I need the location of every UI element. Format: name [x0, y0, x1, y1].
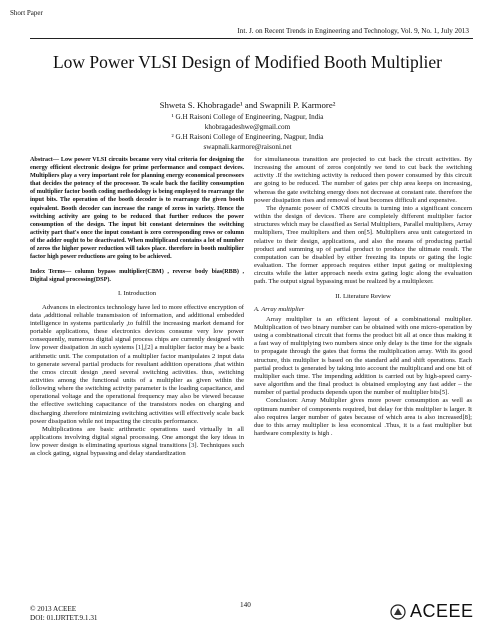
affiliation-1-institution: ¹ G.H Raisoni College of Engineering, Nagpur, India	[171, 113, 324, 121]
aceee-logo-icon	[390, 604, 406, 620]
aceee-logo-text: ACEEE	[410, 601, 474, 621]
intro-paragraph-1: Advances in electronics technology have led to more effective encryption of data ,additional reliable transmission of information, and additional embedded intelligence in systems particularly ,to fulfill the increasing market demand for portable applications, these electronics devices consume very low power consequently, numerous digital signal process chips are currently designed with low power dissipation .in such systems [1],[2] a multiplier factor may be a basic arithmetic unit. The computation of a multiplier factor manipulates 2 input data to generate several partial products for resultant addition operations ,that within the cmos circuit design ,need several switching activities. thus, switching activities among the functional units of a multiplier as given within the following where the switching activity parameter is the loading capacitance, and operational voltage and the operational frequency may also be viewed because the effective switching capacitance of the transistors nodes on charging and discharging .therefore minimizing switching activities will effectively scale back power dissipation while not impacting the circuits performance.	[30, 303, 244, 425]
copyright: © 2013 ACEEE	[30, 605, 77, 613]
left-column	[30, 156, 244, 459]
right-paragraph-1: for simultaneous transition are projected to cut back the circuit activities. By increasing the amount of zeros conjointly we tend to cut back the switching activity .If the switching activity is reduced then power consumed by this circuit are going to be reduced. The number of gates per chip area keeps on increasing, whereas the gate switching energy does not decrease at constant rate. therefore the power dissipation rises and removal of heat becomes difficult and expensive.	[254, 156, 472, 204]
array-multiplier-heading: A. Array multiplier	[254, 305, 305, 313]
array-paragraph: Array multiplier is an efficient layout of a combinational multiplier. Multiplication of two binary number can be obtained with one micro-operation by using a combinational circuit that forms the product bit all at once thus making it a fast way of multiplying two numbers since only delay is the time for the signals to propagate through the gates that forms the multiplication array. With its good structure, this multiplier is based on the standard add and shift operations. Each partial product is generated by taking into account the multiplicand and one bit of multiplier each time. The impending addition is carried out by high-speed carry-save algorithm and the final product is obtained employing any fast adder – the number of partial products depends upon the number of multiplier bits[5].	[254, 315, 472, 397]
footer-left	[30, 605, 98, 623]
intro-heading: I. Introduction	[117, 290, 157, 298]
affiliation-2-email: swapnali.karmore@raisoni.net	[203, 143, 292, 151]
doi: DOI: 01.IJRTET.9.1.31	[30, 614, 98, 622]
journal-header: Int. J. on Recent Trends in Engineering and Technology, Vol. 9, No. 1, July 2013	[237, 27, 469, 35]
page-number: 140	[240, 601, 251, 609]
index-terms: Index Terms— column bypass multiplier(CBM) , reverse body bias(RBB) , Digital signal processing(DSP).	[30, 269, 244, 284]
intro-paragraph-2: Multiplications are basic arithmetic operations used virtually in all applications involving digital signal processing. One amongst the key ideas in low power design is eliminating spurious signal transitions [3]. Techniques such as clock gating, signal bypassing and delay standardization	[30, 425, 244, 458]
aceee-logo	[390, 601, 474, 622]
short-paper-label: Short Paper	[10, 9, 43, 17]
header-rule	[30, 38, 473, 39]
abstract: Abstract— Low power VLSI circuits became very vital criteria for designing the energy efficient electronic designs for prime performance and compact devices. Multipliers play a very important role for planning energy economical processors that decides the potency of the processor. To scale back the facility consumption of multiplier factor booth coding methodology is being employed to rearrange the input bits. The operation of the booth decoder is to rearrange the given booth equivalent. Booth decoder can increase the range of zeros in variety. Hence the switching activity are going to be reduced that further reduces the power consumption of the design. The input bit constant determines the switching activity part that's once the input constant is zero corresponding rows or column of the adder ought to be deactivated. When multiplicand contains a lot of number of zeros the higher power reduction will takes place. therefore in booth multiplier factor high power reductions are going to be achieved.	[30, 157, 244, 261]
paper-title: Low Power VLSI Design of Modified Booth Multiplier	[52, 52, 443, 72]
affiliation-2	[0, 132, 495, 152]
right-paragraph-2: The dynamic power of CMOS circuits is turning into a significant concern within the design of devices. There are completely different multiplier factor structures which may be classified as Serial Multipliers, Parallel multipliers, Array multipliers, Tree multipliers and then on[5]. Multipliers area unit categorized in relative to their design, applications, and also the means of producing partial product and summing up of partial product to produce the ultimate result. The computation can be disabled by either freezing its inputs or gating the logic evaluation. The former approach requires either input gating or multiplexing circuits while the latter approach needs extra gating logic along the evaluation path. The output signal bypassing must be realized by a multiplexer.	[254, 204, 472, 286]
authors: Shweta S. Khobragade¹ and Swapnili P. Karmore²	[159, 100, 336, 110]
affiliation-1	[0, 112, 495, 132]
literature-review-heading: II. Literature Review	[335, 292, 391, 300]
affiliation-1-email: khobragadeshwe@gmail.com	[204, 123, 291, 131]
right-column	[254, 156, 472, 438]
conclusion-paragraph: Conclusion: Array Multiplier gives more power consumption as well as optimum number of components required, but delay for this multiplier is larger. It also requires larger number of gates because of which area is also increased[8]; due to this array multiplier is less economical .Thus, it is a fast multiplier but hardware complexity is high .	[254, 397, 472, 437]
affiliation-2-institution: ² G.H Raisoni College of Engineering, Nagpur, India	[171, 133, 324, 141]
